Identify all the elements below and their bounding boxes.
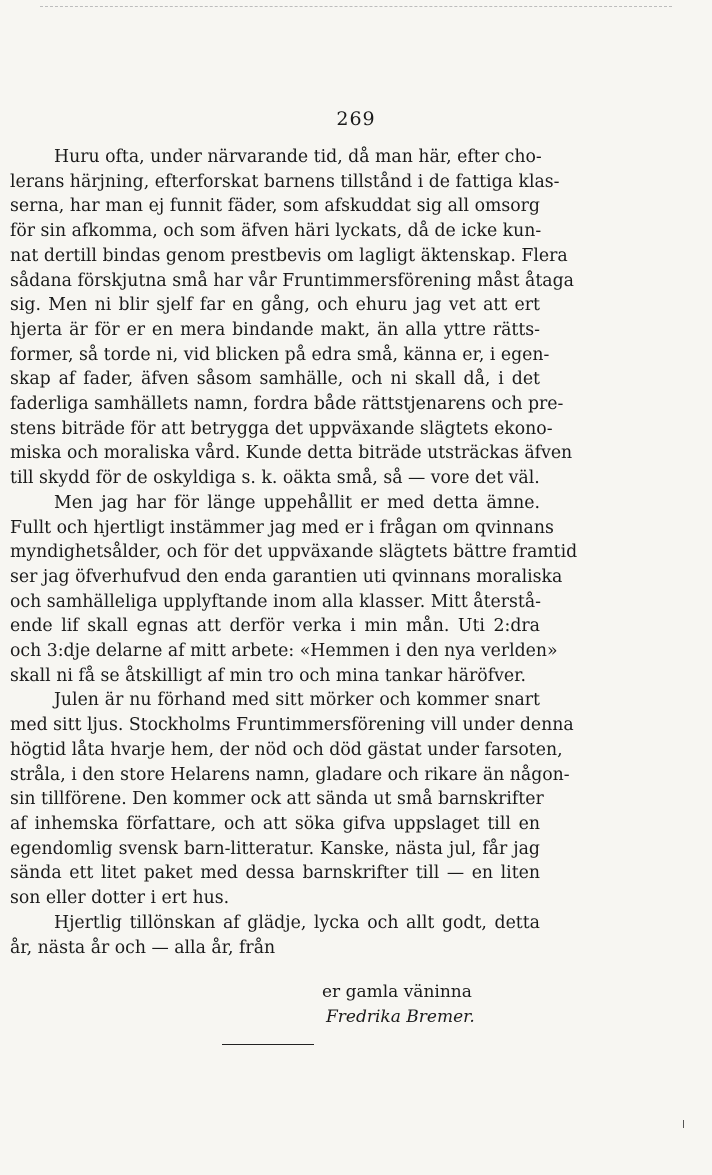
text-line: ser jag öfverhufvud den enda garantien uti qvinnans moraliska: [10, 566, 563, 587]
text-line: son eller dotter i ert hus.: [10, 888, 230, 909]
text-line: stråla, i den store Helarens namn, gladare och rikare än någon-: [10, 764, 570, 785]
text-line: ende lif skall egnas att derför verka i min mån. Uti 2:dra: [10, 616, 540, 637]
text-line: lerans härjning, efterforskat barnens tillstånd i de fattiga klas-: [10, 171, 560, 192]
text-line: med sitt ljus. Stockholms Fruntimmersförening vill under denna: [10, 715, 574, 736]
margin-mark: [683, 1120, 684, 1128]
text-line: egendomlig svensk barn-litteratur. Kanske, nästa jul, får jag: [10, 838, 540, 859]
text-line: Men jag har för länge uppehållit er med detta ämne.: [54, 492, 540, 513]
text-line: serna, har man ej funnit fäder, som afskuddat sig all omsorg: [10, 196, 540, 217]
text-line: stens biträde för att betrygga det uppväxande slägtets ekono-: [10, 418, 553, 439]
text-line: högtid låta hvarje hem, der nöd och död gästat under farsoten,: [10, 739, 563, 760]
text-line: af inhemska författare, och att söka gifva uppslaget till en: [10, 813, 540, 834]
text-line: sådana förskjutna små har vår Fruntimmersförening måst åtaga: [10, 270, 574, 291]
text-line: Hjertlig tillönskan af glädje, lycka och allt godt, detta: [54, 912, 540, 933]
text-line: Fullt och hjertligt instämmer jag med er i frågan om qvinnans: [10, 517, 554, 538]
text-line: skap af fader, äfven såsom samhälle, och ni skall då, i det: [10, 369, 540, 390]
text-line: Huru ofta, under närvarande tid, då man här, efter cho-: [54, 147, 542, 167]
letter-body: [10, 145, 578, 960]
signature: Fredrika Bremer.: [326, 1007, 475, 1027]
page-edge-dashes: [40, 6, 672, 7]
text-line: och samhälleliga upplyftande inom alla klasser. Mitt återstå-: [10, 591, 541, 612]
section-rule: [222, 1044, 314, 1045]
text-line: sin tillförene. Den kommer ock att sända ut små barnskrifter: [10, 789, 544, 810]
text-line: och 3:dje delarne af mitt arbete: «Hemmen i den nya verlden»: [10, 641, 558, 662]
text-line: Julen är nu förhand med sitt mörker och kommer snart: [54, 690, 540, 711]
closing-line: er gamla väninna: [322, 982, 472, 1002]
text-line: miska och moraliska vård. Kunde detta biträde utsträckas äfven: [10, 443, 573, 464]
text-line: former, så torde ni, vid blicken på edra små, känna er, i egen-: [10, 344, 550, 365]
letter-closing: [322, 980, 475, 1030]
text-line: sända ett litet paket med dessa barnskrifter till — en liten: [10, 863, 540, 884]
text-line: sig. Men ni blir sjelf far en gång, och ehuru jag vet att ert: [10, 295, 540, 316]
text-line: år, nästa år och — alla år, från: [10, 937, 276, 958]
text-line: för sin afkomma, och som äfven häri lyckats, då de icke kun-: [10, 221, 542, 242]
text-line: till skydd för de oskyldiga s. k. oäkta små, så — vore det väl.: [10, 468, 540, 489]
page-number: 269: [336, 108, 376, 130]
text-line: nat dertill bindas genom prestbevis om lagligt äktenskap. Flera: [10, 245, 568, 266]
text-line: hjerta är för er en mera bindande makt, än alla yttre rätts-: [10, 319, 540, 340]
text-line: skall ni få se åtskilligt af min tro och mina tankar häröfver.: [10, 665, 526, 686]
text-line: myndighetsålder, och för det uppväxande slägtets bättre framtid: [10, 542, 578, 563]
text-line: faderliga samhällets namn, fordra både rättstjenarens och pre-: [10, 394, 564, 415]
